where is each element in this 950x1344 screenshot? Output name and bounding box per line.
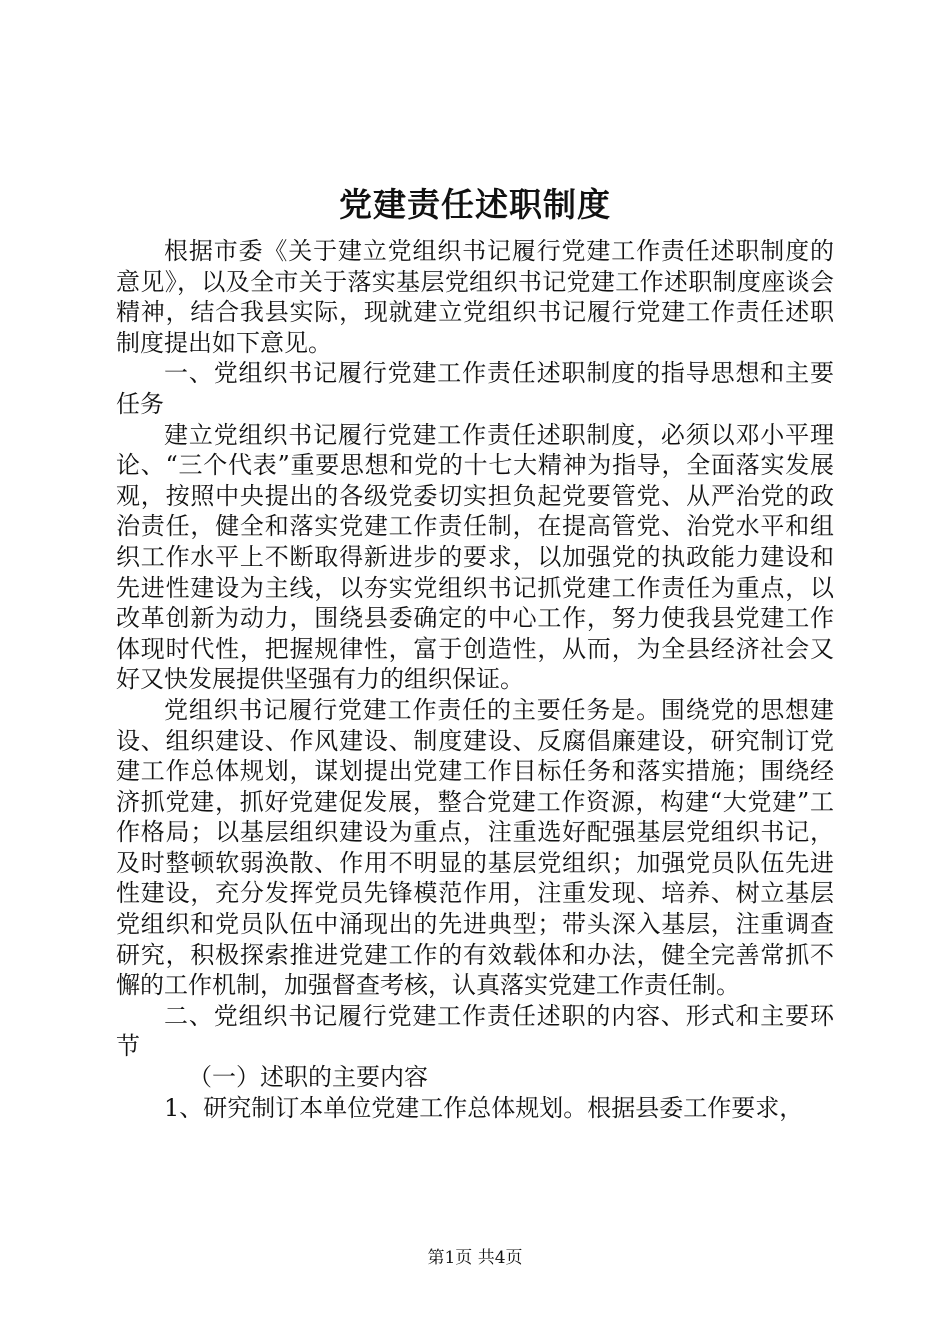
page-footer: 第1页 共4页 xyxy=(427,1248,523,1268)
subsection-heading-1: （一）述职的主要内容 xyxy=(188,1063,428,1092)
document-title: 党建责任述职制度 xyxy=(339,185,611,224)
section-heading-2: 二、党组织书记履行党建工作责任述职的内容、形式和主要环节 xyxy=(116,1001,834,1061)
document-body xyxy=(116,236,834,1123)
paragraph-intro: 根据市委《关于建立党组织书记履行党建工作责任述职制度的意见》，以及全市关于落实基层党组织书记党建工作述职制度座谈会精神，结合我县实际，现就建立党组织书记履行党建工作责任述职制度提出如下意见。 xyxy=(116,237,834,357)
paragraph-main-tasks: 党组织书记履行党建工作责任的主要任务是。围绕党的思想建设、组织建设、作风建设、制度建设、反腐倡廉建设，研究制订党建工作总体规划，谋划提出党建工作目标任务和落实措施；围绕经济抓党建，抓好党建促发展，整合党建工作资源，构建“大党建”工作格局；以基层组织建设为重点，注重选好配强基层党组织书记，及时整顿软弱涣散、作用不明显的基层党组织；加强党员队伍先进性建设，充分发挥党员先锋模范作用，注重发现、培养、树立基层党组织和党员队伍中涌现出的先进典型；带头深入基层，注重调查研究，积极探索推进党建工作的有效载体和办法，健全完善常抓不懈的工作机制，加强督查考核，认真落实党建工作责任制。 xyxy=(116,695,834,1000)
section-heading-1: 一、党组织书记履行党建工作责任述职制度的指导思想和主要任务 xyxy=(116,359,834,418)
paragraph-guiding-ideology: 建立党组织书记履行党建工作责任述职制度，必须以邓小平理论、“三个代表”重要思想和党的十七大精神为指导，全面落实发展观，按照中央提出的各级党委切实担负起党要管党、从严治党的政治责任，健全和落实党建工作责任制，在提高管党、治党水平和组织工作水平上不断取得新进步的要求，以加强党的执政能力建设和先进性建设为主线，以夯实党组织书记抓党建工作责任为重点，以改革创新为动力，围绕县委确定的中心工作，努力使我县党建工作体现时代性，把握规律性，富于创造性，从而，为全县经济社会又好又快发展提供坚强有力的组织保证。 xyxy=(116,420,834,694)
paragraph-item-1: 1、研究制订本单位党建工作总体规划。根据县委工作要求， xyxy=(164,1093,804,1122)
